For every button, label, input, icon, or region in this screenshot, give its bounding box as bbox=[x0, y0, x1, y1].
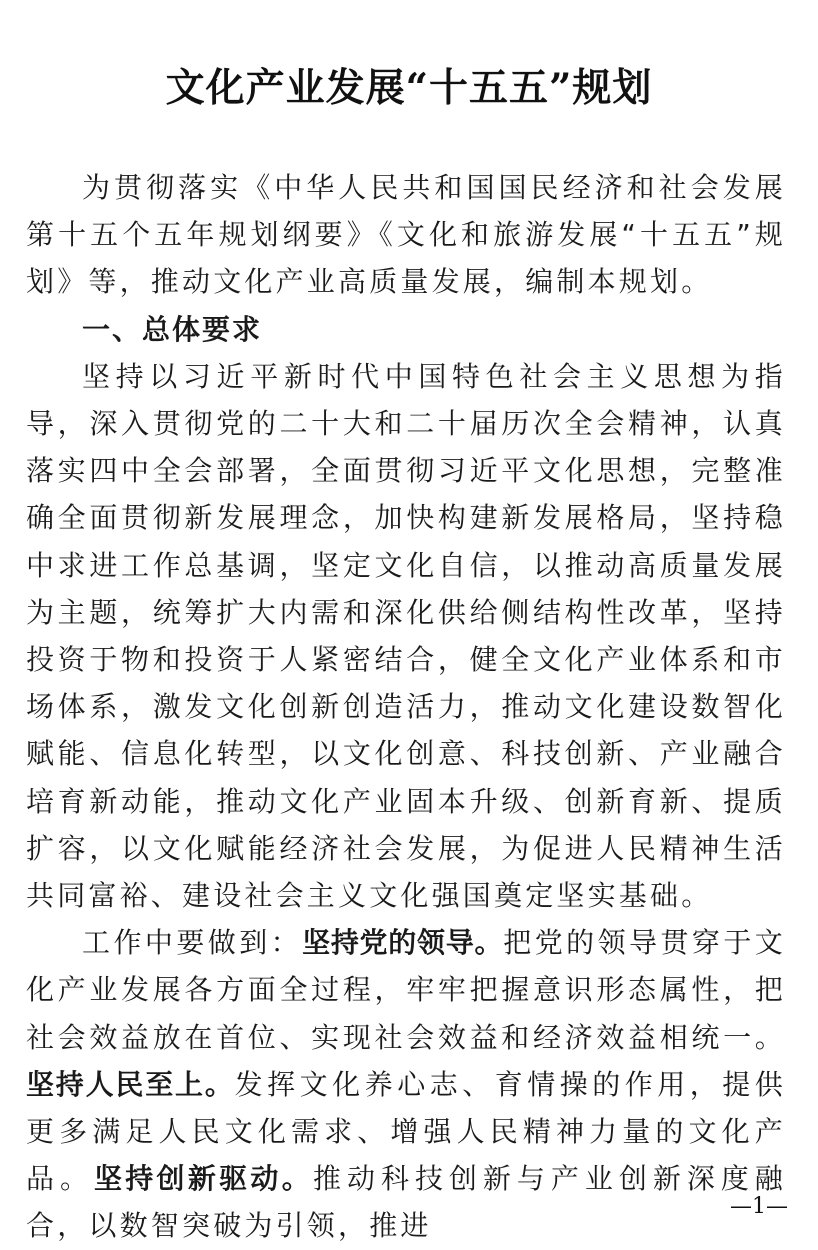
intro-paragraph: 为贯彻落实《中华人民共和国国民经济和社会发展第十五个五年规划纲要》《文化和旅游发展“十五五”规划》等，推动文化产业高质量发展，编制本规划。 bbox=[26, 171, 786, 299]
section-heading: 一、总体要求 bbox=[82, 312, 263, 346]
principle-party-leadership: 坚持党的领导。 bbox=[302, 926, 504, 960]
principle-innovation: 坚持创新驱动。 bbox=[93, 1162, 313, 1196]
document-title: 文化产业发展“十五五”规划 bbox=[165, 65, 653, 111]
general-requirements-paragraph: 坚持以习近平新时代中国特色社会主义思想为指导，深入贯彻党的二十大和二十届历次全会精神，认真落实四中全会部署，全面贯彻习近平文化思想，完整准确全面贯彻新发展理念，加快构建新发展格局，坚持稳中求进工作总基调，坚定文化自信，以推动高质量发展为主题，统筹扩大内需和深化供给侧结构性改革，坚持投资于物和投资于人紧密结合，健全文化产业体系和市场体系，激发文化创新创造活力，推动文化建设数智化赋能、信息化转型，以文化创意、科技创新、产业融合培育新动能，推动文化产业固本升级、创新育新、提质扩容，以文化赋能经济社会发展，为促进人民精神生活共同富裕、建设社会主义文化强国奠定坚实基础。 bbox=[26, 359, 786, 913]
work-principles-paragraph bbox=[26, 919, 786, 1249]
work-lead-text: 工作中要做到： bbox=[82, 926, 303, 960]
document-body bbox=[26, 164, 786, 1250]
principle-people-first: 坚持人民至上。 bbox=[26, 1067, 235, 1101]
principle-party-leadership-text: 把党的领导贯穿于文化产业发展各方面全过程，牢牢把握意识形态属性，把社会效益放在首位、实现社会效益和经济效益相统一。 bbox=[26, 926, 786, 1054]
page-number: —1— bbox=[730, 1194, 788, 1219]
principle-people-first-text: 发挥文化养心志、育情操的作用，提供更多满足人民文化需求、增强人民精神力量的文化产品。 bbox=[26, 1067, 786, 1196]
principle-innovation-text: 推动科技创新与产业创新深度融合，以数智突破为引领，推进 bbox=[26, 1162, 786, 1243]
